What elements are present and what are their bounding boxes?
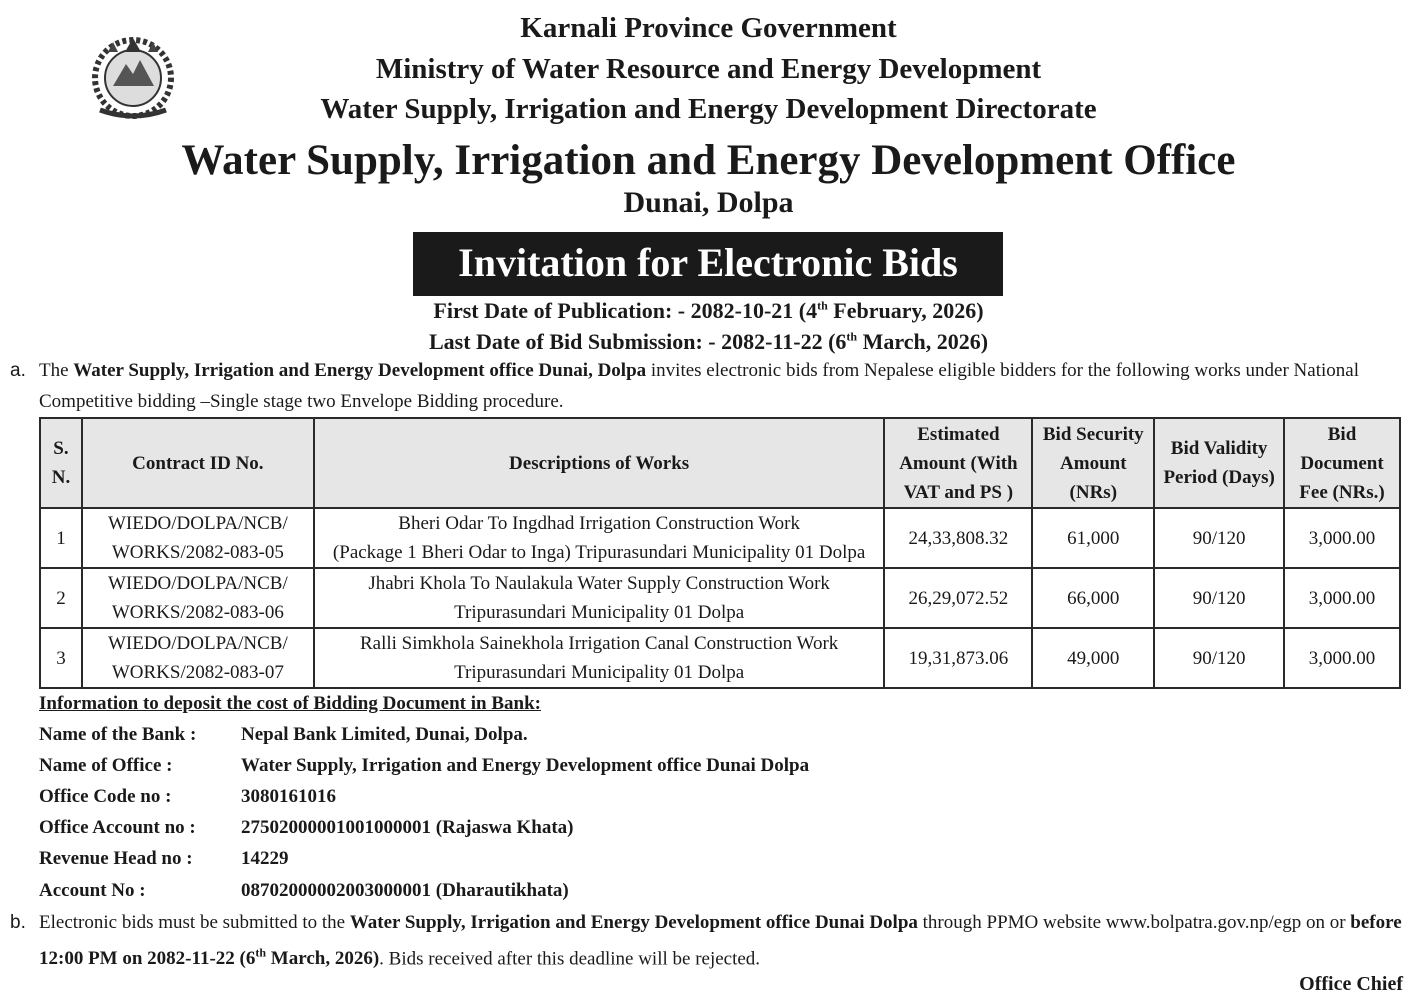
cell-validity: 90/120 <box>1154 568 1284 628</box>
cell-description: Bheri Odar To Ingdhad Irrigation Construction Work (Package 1 Bheri Odar to Inga) Tripurasundari Municipality 01 Dolpa <box>314 508 885 568</box>
bank-info-heading: Information to deposit the cost of Bidding Document in Bank: <box>39 693 541 714</box>
header-contract-id: Contract ID No. <box>82 418 314 508</box>
cell-security: 49,000 <box>1032 628 1154 688</box>
header-sn: S. N. <box>40 418 82 508</box>
header-estimated-amount: Estimated Amount (With VAT and PS ) <box>884 418 1032 508</box>
cell-sn: 3 <box>40 628 82 688</box>
province-title: Karnali Province Government <box>520 12 897 44</box>
paragraph-a: a. The Water Supply, Irrigation and Energy Development office Dunai, Dolpa invites electronic bids from Nepalese eligible bidders for the following works under National Competitive bidding –Single stage two Envelope Bidding procedure. <box>10 355 1405 417</box>
paragraph-marker: b. <box>10 912 26 933</box>
paragraph-marker: a. <box>10 360 26 381</box>
cell-amount: 19,31,873.06 <box>884 628 1032 688</box>
cell-contract-id: WIEDO/DOLPA/NCB/ WORKS/2082-083-05 <box>82 508 314 568</box>
cell-validity: 90/120 <box>1154 508 1284 568</box>
office-location: Dunai, Dolpa <box>623 186 794 219</box>
cell-validity: 90/120 <box>1154 628 1284 688</box>
signature-office-chief: Office Chief <box>1299 973 1403 995</box>
header-bid-security: Bid Security Amount (NRs) <box>1032 418 1154 508</box>
cell-sn: 2 <box>40 568 82 628</box>
table-row <box>40 568 1400 628</box>
ministry-title: Ministry of Water Resource and Energy Development <box>375 53 1042 85</box>
cell-amount: 24,33,808.32 <box>884 508 1032 568</box>
cell-sn: 1 <box>40 508 82 568</box>
table-row <box>40 628 1400 688</box>
publication-date: First Date of Publication: - 2082-10-21 (4th February, 2026) <box>433 298 984 323</box>
submission-date: Last Date of Bid Submission: - 2082-11-22 (6th March, 2026) <box>428 329 989 354</box>
table-row <box>40 508 1400 568</box>
cell-contract-id: WIEDO/DOLPA/NCB/ WORKS/2082-083-07 <box>82 628 314 688</box>
paragraph-b: b. Electronic bids must be submitted to the Water Supply, Irrigation and Energy Development office Dunai Dolpa through PPMO website www.bolpatra.gov.np/egp on or before 12:00 PM on 2082-11-22 (6th March, 2026). Bids received after this deadline will be rejected. <box>10 907 1405 974</box>
cell-description: Ralli Simkhola Sainekhola Irrigation Canal Construction Work Tripurasundari Municipality 01 Dolpa <box>314 628 885 688</box>
header-bid-validity: Bid Validity Period (Days) <box>1154 418 1284 508</box>
works-table <box>39 417 1401 689</box>
cell-fee: 3,000.00 <box>1284 568 1400 628</box>
notice-banner: Invitation for Electronic Bids <box>413 232 1003 296</box>
cell-security: 66,000 <box>1032 568 1154 628</box>
cell-security: 61,000 <box>1032 508 1154 568</box>
cell-contract-id: WIEDO/DOLPA/NCB/ WORKS/2082-083-06 <box>82 568 314 628</box>
directorate-title: Water Supply, Irrigation and Energy Development Directorate <box>320 93 1097 125</box>
header-document-fee: Bid Document Fee (NRs.) <box>1284 418 1400 508</box>
cell-fee: 3,000.00 <box>1284 508 1400 568</box>
table-header-row <box>40 418 1400 508</box>
cell-amount: 26,29,072.52 <box>884 568 1032 628</box>
cell-description: Jhabri Khola To Naulakula Water Supply Construction Work Tripurasundari Municipality 01 Dolpa <box>314 568 885 628</box>
header-description: Descriptions of Works <box>314 418 885 508</box>
office-title: Water Supply, Irrigation and Energy Development Office <box>181 137 1236 184</box>
cell-fee: 3,000.00 <box>1284 628 1400 688</box>
